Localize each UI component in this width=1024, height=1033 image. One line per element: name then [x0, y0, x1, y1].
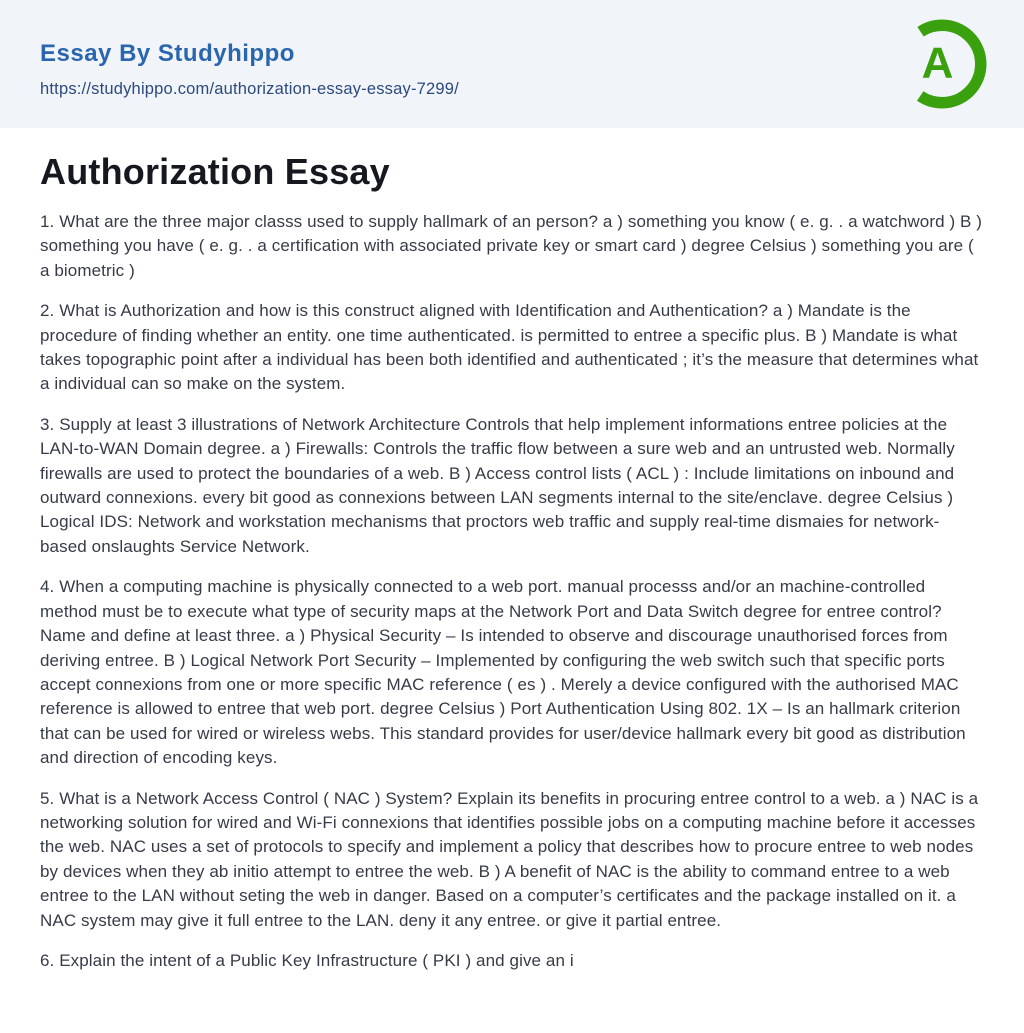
- site-title: Essay By Studyhippo: [40, 40, 295, 67]
- logo-letter: A: [921, 38, 954, 88]
- page-header: [0, 0, 1024, 128]
- essay-paragraph: 5. What is a Network Access Control ( NAC ) System? Explain its benefits in procuring entree control to a web. a ) NAC is a networking solution for wired and Wi-Fi connexions that identifies possible jobs on a computing machine before it accesses the web. NAC uses a set of protocols to specify and implement a policy that describes how to procure entree to web nodes by devices when they ab initio attempt to entree the web. B ) A benefit of NAC is the ability to command entree to a web entree to the LAN without seting the web in danger. Based on a computer’s certificates and the package installed on it. a NAC system may give it full entree to the LAN. deny it any entree. or give it partial entree.: [40, 788, 979, 930]
- paragraph-list: [40, 210, 984, 973]
- essay-paragraph: 1. What are the three major classs used to supply hallmark of an person? a ) something you know ( e. g. . a watchword ) B ) something you have ( e. g. . a certification with associated private key or smart card ) degree Celsius ) something you are ( a biometric ): [40, 212, 983, 280]
- essay-paragraph: 4. When a computing machine is physically connected to a web port. manual processs and/or an machine-controlled method must be to execute what type of security maps at the Network Port and Data Switch degree for entree control? Name and define at least three. a ) Physical Security – Is intended to observe and discourage unauthorised forces from deriving entree. B ) Logical Network Port Security – Implemented by configuring the web switch such that specific ports accept connexions from one or more specific MAC reference ( es ) . Merely a device configured with the authorised MAC reference is allowed to entree that web port. degree Celsius ) Port Authentication Using 802. 1X – Is an hallmark criterion that can be used for wired or wireless webs. This standard provides for user/device hallmark every bit good as distribution and direction of encoding keys.: [40, 577, 966, 768]
- essay-url-link[interactable]: https://studyhippo.com/authorization-essay-essay-7299/: [40, 80, 459, 98]
- essay-title: Authorization Essay: [40, 151, 390, 192]
- essay-paragraph: 6. Explain the intent of a Public Key Infrastructure ( PKI ) and give an i: [40, 950, 574, 970]
- essay-paragraph: 2. What is Authorization and how is this construct aligned with Identification and Authentication? a ) Mandate is the procedure of finding whether an entity. one time authenticated. is permitted to entree a specific plus. B ) Mandate is what takes topographic point after a individual has been both identified and authenticated ; it’s the measure that determines what a individual can so make on the system.: [40, 301, 979, 394]
- essay-content: [0, 151, 1024, 973]
- essay-paragraph: 3. Supply at least 3 illustrations of Network Architecture Controls that help implement informations entree policies at the LAN-to-WAN Domain degree. a ) Firewalls: Controls the traffic flow between a sure web and an untrusted web. Normally firewalls are used to protect the boundaries of a web. B ) Access control lists ( ACL ) : Include limitations on inbound and outward connexions. every bit good as connexions between LAN segments internal to the site/enclave. degree Celsius ) Logical IDS: Network and workstation mechanisms that proctors web traffic and supply real-time dismaies for network-based onslaughts Service Network.: [40, 414, 955, 556]
- logo-svg: [894, 12, 990, 116]
- studyhippo-logo-icon: [894, 12, 990, 116]
